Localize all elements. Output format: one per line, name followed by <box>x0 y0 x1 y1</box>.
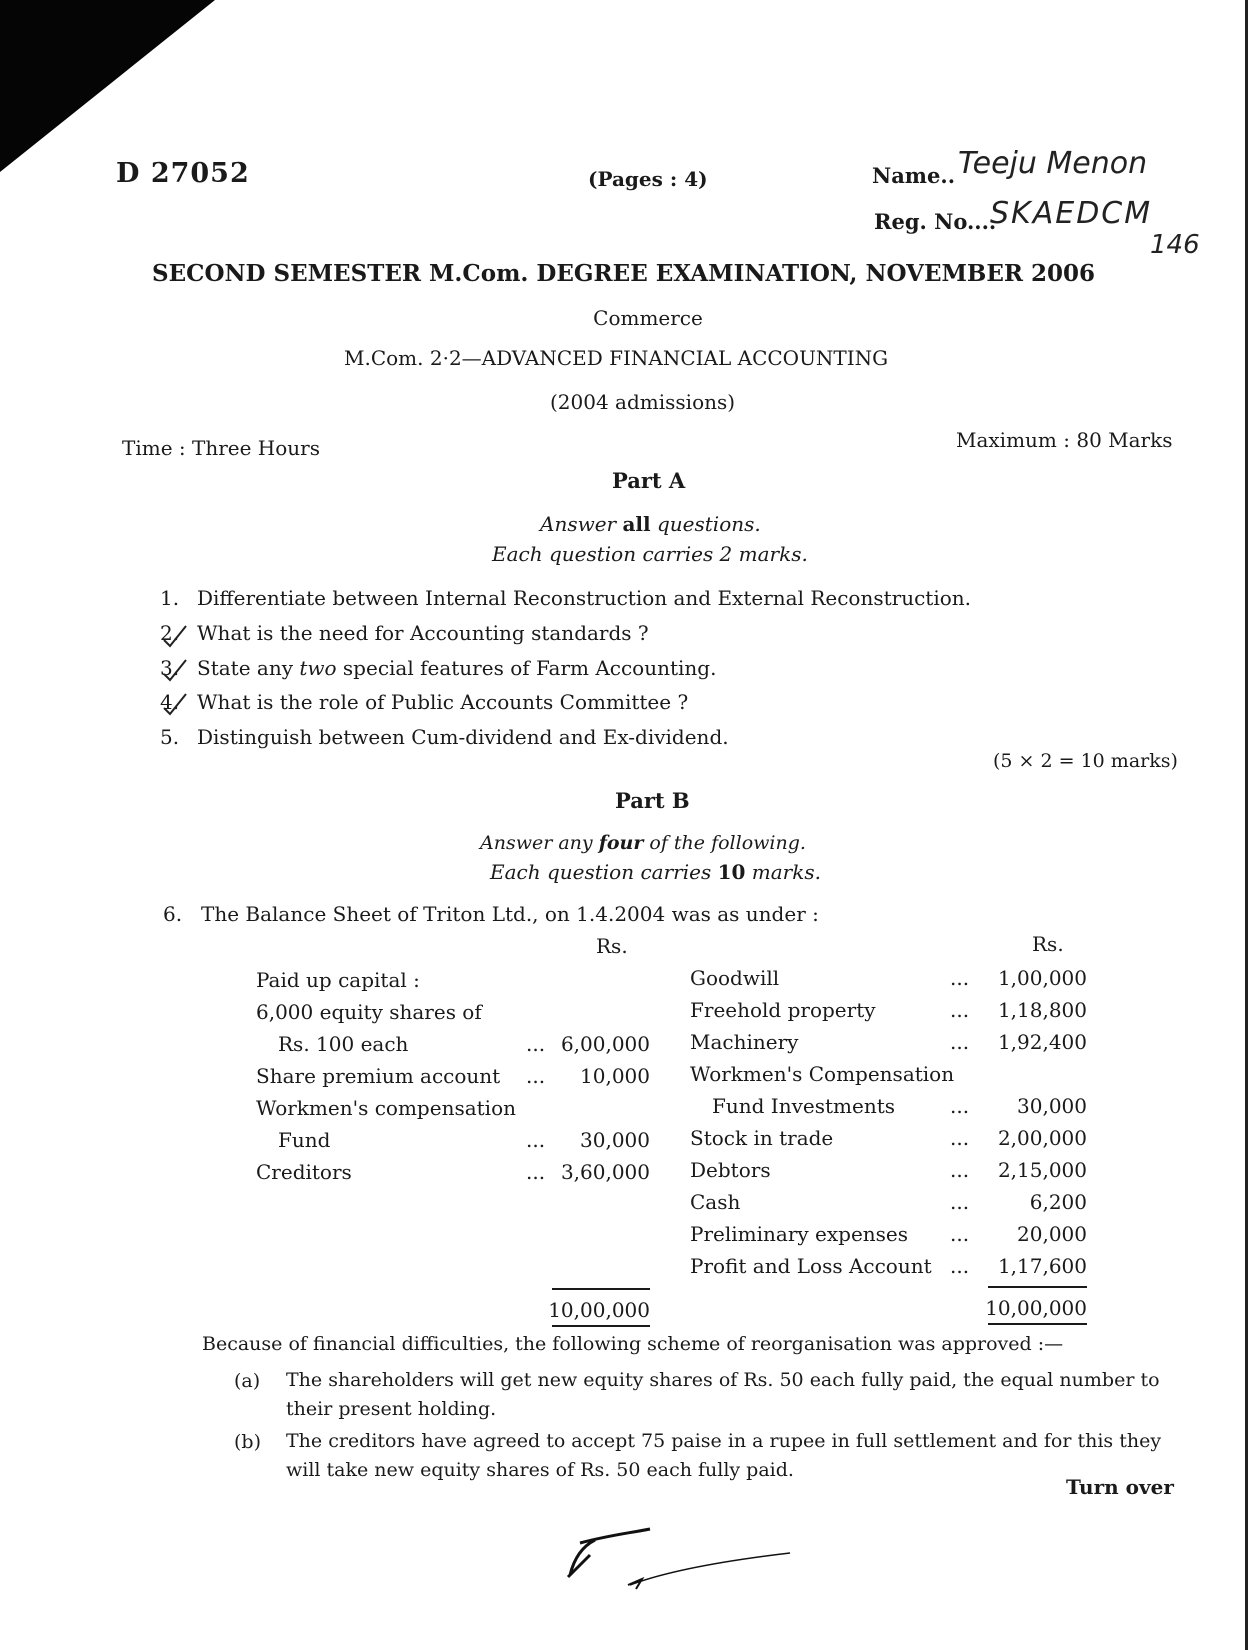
question-text: Distinguish between Cum-dividend and Ex-dividend. <box>197 725 729 749</box>
liability-dots: ... <box>526 1128 546 1152</box>
name-label: Name <box>872 163 941 188</box>
reg-label: Reg. No <box>874 209 967 234</box>
liability-amount: 10,000 <box>580 1064 650 1088</box>
reg-field <box>874 209 996 234</box>
liability-dots: ... <box>526 1064 546 1088</box>
asset-label: Profit and Loss Account <box>690 1254 932 1278</box>
handwritten-reg-extra: 146 <box>1150 230 1200 260</box>
asset-label: Machinery <box>690 1030 799 1054</box>
total-rule-liabilities <box>552 1288 650 1290</box>
q3-text-a: State any <box>197 656 300 680</box>
reg-dots: .... <box>966 209 997 234</box>
asset-dots: ... <box>950 1094 970 1118</box>
handwritten-reg-no: SKAEDCM <box>990 196 1153 231</box>
asset-label: Freehold property <box>690 998 876 1022</box>
turn-over: Turn over <box>1066 1475 1174 1499</box>
asset-amount: 6,200 <box>1029 1190 1087 1214</box>
part-a-heading: Part A <box>612 468 686 493</box>
exam-title: SECOND SEMESTER M.Com. DEGREE EXAMINATION, NOVEMBER 2006 <box>152 260 1096 287</box>
page-count: (Pages : 4) <box>588 167 708 191</box>
asset-label: Workmen's Compensation <box>690 1062 955 1086</box>
part-b-heading: Part B <box>615 788 690 813</box>
pen-tick-marks <box>156 618 192 726</box>
asset-amount: 30,000 <box>1017 1094 1087 1118</box>
asset-amount: 1,17,600 <box>997 1254 1087 1278</box>
asset-amount: 2,15,000 <box>997 1158 1087 1182</box>
instr-text: marks. <box>745 860 821 884</box>
double-rule-assets <box>988 1323 1087 1325</box>
liability-label: 6,000 equity shares of <box>256 1000 482 1024</box>
part-b-instruction-1 <box>480 832 806 854</box>
asset-dots: ... <box>950 1030 970 1054</box>
liability-label: Paid up capital : <box>256 968 420 992</box>
question-number: 2. <box>160 621 180 645</box>
question-number: 1. <box>160 586 180 610</box>
part-a-marks: (5 × 2 = 10 marks) <box>993 750 1178 772</box>
handwritten-name: Teeju Menon <box>958 146 1148 181</box>
asset-amount: 1,00,000 <box>997 966 1087 990</box>
asset-amount: 2,00,000 <box>997 1126 1087 1150</box>
asset-label: Fund Investments <box>712 1094 895 1118</box>
instr-text: Each question carries <box>490 860 718 884</box>
scheme-text-line: The creditors have agreed to accept 75 paise in a rupee in full settlement and for this they <box>286 1430 1162 1452</box>
scheme-text-line: The shareholders will get new equity shares of Rs. 50 each fully paid, the equal number to <box>286 1369 1160 1391</box>
scheme-label: (a) <box>234 1370 261 1392</box>
question-text: What is the role of Public Accounts Committee ? <box>197 690 689 714</box>
asset-label: Goodwill <box>690 966 780 990</box>
paper-title: M.Com. 2·2—ADVANCED FINANCIAL ACCOUNTING <box>344 346 889 370</box>
liability-amount: 3,60,000 <box>560 1160 650 1184</box>
liability-label: Share premium account <box>256 1064 501 1088</box>
question-text <box>197 656 716 680</box>
asset-dots: ... <box>950 1158 970 1182</box>
asset-label: Cash <box>690 1190 741 1214</box>
instr-text: of the following. <box>643 832 806 854</box>
question-number: 4. <box>160 690 180 714</box>
asset-amount: 1,92,400 <box>997 1030 1087 1054</box>
total-liabilities: 10,00,000 <box>548 1298 650 1322</box>
asset-amount: 20,000 <box>1017 1222 1087 1246</box>
maximum-marks: Maximum : 80 Marks <box>956 428 1173 452</box>
scheme-text-line: their present holding. <box>286 1398 497 1420</box>
asset-label: Stock in trade <box>690 1126 834 1150</box>
scheme-text-line: will take new equity shares of Rs. 50 each fully paid. <box>286 1459 794 1481</box>
question-text: What is the need for Accounting standards ? <box>197 621 649 645</box>
instr-emphasis: four <box>598 832 644 854</box>
liability-dots: ... <box>526 1032 546 1056</box>
part-a-instruction-1 <box>540 512 761 536</box>
total-assets: 10,00,000 <box>985 1296 1087 1320</box>
total-rule-assets <box>988 1286 1087 1288</box>
liability-amount: 6,00,000 <box>560 1032 650 1056</box>
double-rule-liabilities <box>552 1325 650 1327</box>
instr-emphasis: all <box>622 512 651 536</box>
instr-text: Answer any <box>480 832 599 854</box>
liability-amount: 30,000 <box>580 1128 650 1152</box>
instr-text: questions. <box>650 512 761 536</box>
asset-dots: ... <box>950 1190 970 1214</box>
instr-emphasis: 10 <box>717 860 746 884</box>
liability-label: Rs. 100 each <box>278 1032 409 1056</box>
liabilities-currency-header: Rs. <box>596 934 628 958</box>
question-number: 6. <box>163 902 183 926</box>
question-number: 5. <box>160 725 180 749</box>
part-a-instruction-2: Each question carries 2 marks. <box>492 542 808 566</box>
asset-label: Preliminary expenses <box>690 1222 909 1246</box>
scan-corner-shadow <box>0 0 215 172</box>
q3-emphasis: two <box>299 656 337 680</box>
name-field <box>872 163 955 188</box>
asset-dots: ... <box>950 1126 970 1150</box>
question-6-intro: The Balance Sheet of Triton Ltd., on 1.4.2004 was as under : <box>201 902 819 926</box>
q3-text-c: special features of Farm Accounting. <box>336 656 717 680</box>
assets-currency-header: Rs. <box>1032 932 1064 956</box>
liability-dots: ... <box>526 1160 546 1184</box>
subject: Commerce <box>593 306 703 330</box>
part-b-instruction-2 <box>490 860 821 884</box>
liability-label: Fund <box>278 1128 331 1152</box>
name-dots: .. <box>940 163 956 188</box>
paper-code: D 27052 <box>116 158 250 189</box>
instr-text: Answer <box>540 512 623 536</box>
question-text: Differentiate between Internal Reconstruction and External Reconstruction. <box>197 586 972 610</box>
admissions: (2004 admissions) <box>550 390 736 414</box>
asset-dots: ... <box>950 1254 970 1278</box>
scheme-intro: Because of financial difficulties, the following scheme of reorganisation was approved :— <box>202 1333 1064 1355</box>
pen-scribble <box>550 1515 810 1605</box>
asset-dots: ... <box>950 966 970 990</box>
liability-label: Creditors <box>256 1160 352 1184</box>
asset-label: Debtors <box>690 1158 771 1182</box>
asset-amount: 1,18,800 <box>997 998 1087 1022</box>
liability-label: Workmen's compensation <box>256 1096 516 1120</box>
asset-dots: ... <box>950 998 970 1022</box>
asset-dots: ... <box>950 1222 970 1246</box>
time-allowed: Time : Three Hours <box>122 436 320 460</box>
scheme-label: (b) <box>234 1431 261 1453</box>
question-number: 3. <box>160 656 180 680</box>
